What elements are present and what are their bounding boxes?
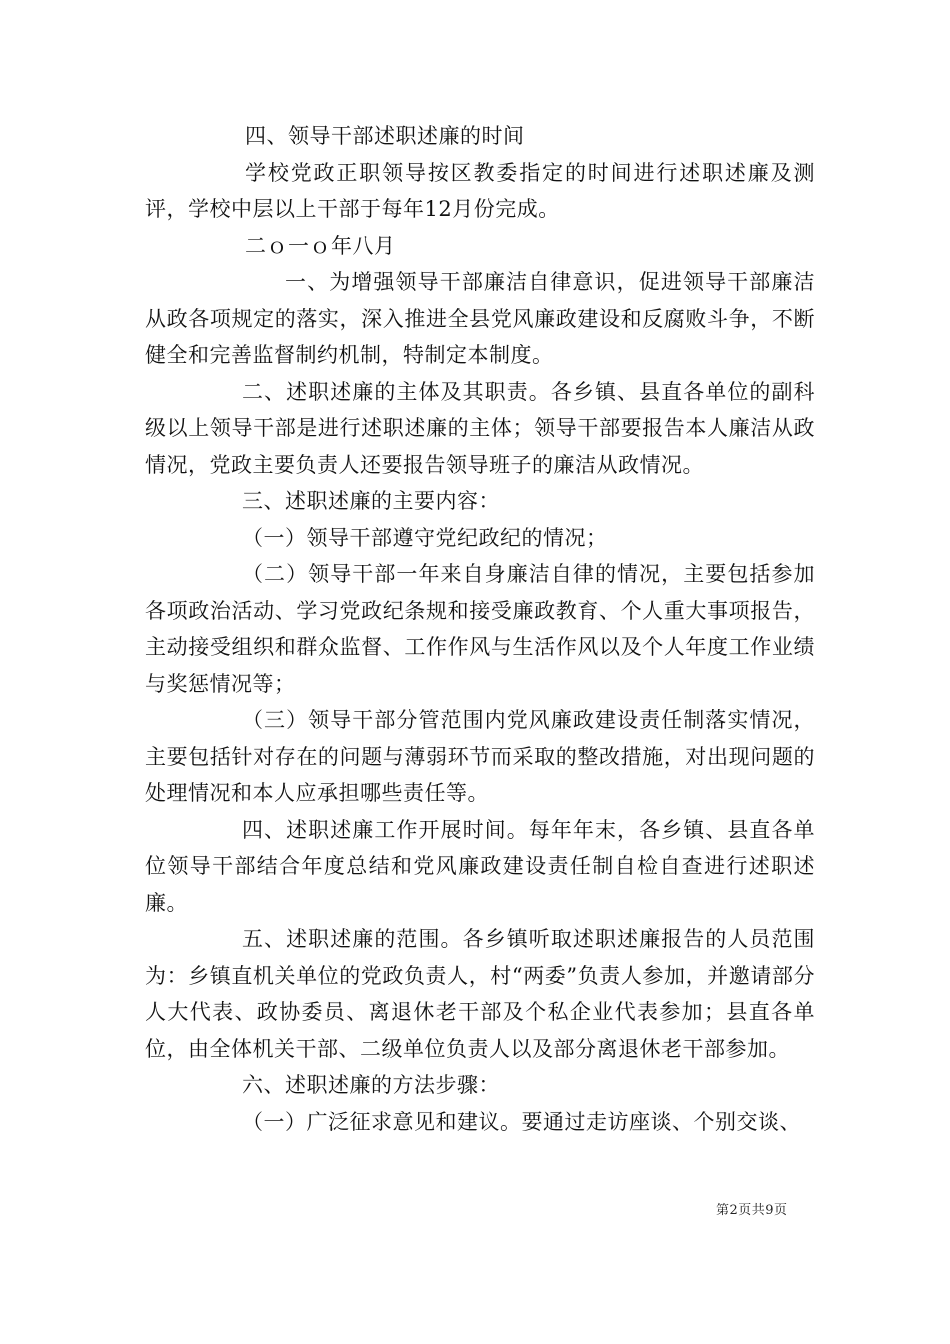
paragraph-date: 二ｏ一ｏ年八月 bbox=[245, 233, 396, 258]
paragraph-main-content-title: 三、述职述廉的主要内容： bbox=[242, 489, 500, 513]
document-body bbox=[145, 118, 815, 1140]
paragraph-purpose: 一、为增强领导干部廉洁自律意识，促进领导干部廉洁从政各项规定的落实，深入推进全县党风廉政建设和反腐败斗争，不断健全和完善监督制约机制，特制定本制度。 bbox=[145, 270, 815, 367]
paragraph-method-title: 六、述职述廉的方法步骤： bbox=[242, 1073, 500, 1097]
paragraph-item-two: （二）领导干部一年来自身廉洁自律的情况，主要包括参加各项政治活动、学习党政纪条规和接受廉政教育、个人重大事项报告，主动接受组织和群众监督、工作作风与生活作风以及个人年度工作业绩与奖惩情况等； bbox=[145, 562, 815, 696]
paragraph-method-item-one: （一）广泛征求意见和建议。要通过走访座谈、个别交谈、 bbox=[242, 1109, 801, 1134]
paragraph-item-three: （三）领导干部分管范围内党风廉政建设责任制落实情况，主要包括针对存在的问题与薄弱环节而采取的整改措施，对出现问题的处理情况和本人应承担哪些责任等。 bbox=[145, 708, 815, 805]
paragraph-work-time: 四、述职述廉工作开展时间。每年年末，各乡镇、县直各单位领导干部结合年度总结和党风廉政建设责任制自检自查进行述职述廉。 bbox=[145, 817, 815, 915]
paragraph-item-one: （一）领导干部遵守党纪政纪的情况； bbox=[242, 525, 608, 550]
paragraph-scope: 五、述职述廉的范围。各乡镇听取述职述廉报告的人员范围为：乡镇直机关单位的党政负责人，村“两委”负责人参加，并邀请部分人大代表、政协委员、离退休老干部及个私企业代表参加；县直各单位，由全体机关干部、二级单位负责人以及部分离退休老干部参加。 bbox=[145, 927, 815, 1061]
page-number-indicator: 第2页共9页 bbox=[716, 1203, 788, 1218]
paragraph-subject-duties: 二、述职述廉的主体及其职责。各乡镇、县直各单位的副科级以上领导干部是进行述职述廉的主体；领导干部要报告本人廉洁从政情况，党政主要负责人还要报告领导班子的廉洁从政情况。 bbox=[145, 379, 815, 477]
paragraph-school-timing: 学校党政正职领导按区教委指定的时间进行述职述廉及测评，学校中层以上干部于每年12月份完成。 bbox=[145, 160, 815, 221]
paragraph-section-four-title: 四、领导干部述职述廉的时间 bbox=[245, 124, 525, 148]
